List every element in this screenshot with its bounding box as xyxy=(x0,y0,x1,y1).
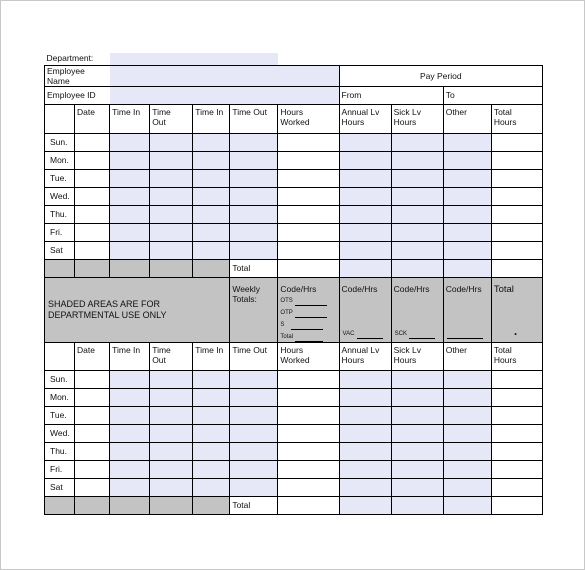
col-date: Date xyxy=(75,342,110,370)
other-code-cell: Code/Hrs xyxy=(443,277,491,342)
col-time-in: Time In xyxy=(110,104,150,133)
col-time-in-2: Time In xyxy=(193,104,230,133)
ots-line[interactable] xyxy=(295,298,327,306)
week1-row-tue xyxy=(45,169,543,187)
week2-row-thu xyxy=(45,442,543,460)
otp-line[interactable] xyxy=(295,310,327,318)
col-time-out: Time Out xyxy=(150,342,193,370)
code-hrs-label: Code/Hrs xyxy=(280,283,317,294)
col-time-out-2: Time Out xyxy=(230,342,278,370)
sick-code-cell: Code/Hrs SCK xyxy=(391,277,443,342)
col-time-out-2: Time Out xyxy=(230,104,278,133)
other-line[interactable] xyxy=(447,331,483,339)
sck-line[interactable] xyxy=(409,331,435,339)
week1-total-label: Total xyxy=(230,259,278,277)
day-label: Tue. xyxy=(45,169,75,187)
col-time-in-2: Time In xyxy=(193,342,230,370)
weekly-hours-code-cell xyxy=(278,277,339,342)
week2-row-fri xyxy=(45,460,543,478)
weekly-summary-row xyxy=(45,277,543,342)
employee-id-label: Employee ID xyxy=(45,86,110,104)
day-label: Thu. xyxy=(45,442,75,460)
day-label: Tue. xyxy=(45,406,75,424)
from-label: From xyxy=(341,90,362,100)
to-field[interactable] xyxy=(443,86,542,104)
department-label: Department: xyxy=(46,53,94,63)
col-hours-worked: Hours Worked xyxy=(278,342,339,370)
employee-name-field[interactable] xyxy=(110,65,339,86)
week2-row-sun xyxy=(45,370,543,388)
annual-code-cell: Code/Hrs VAC xyxy=(339,277,391,342)
week2-total-label: Total xyxy=(230,496,278,514)
week2-row-mon xyxy=(45,388,543,406)
week1-row-fri xyxy=(45,223,543,241)
to-label: To xyxy=(445,90,455,100)
day-label: Mon. xyxy=(45,151,75,169)
total-line[interactable] xyxy=(295,334,323,342)
col-sick-leave: Sick Lv Hours xyxy=(391,342,443,370)
col-date: Date xyxy=(75,104,110,133)
total-code-cell xyxy=(491,277,542,342)
otp-label: OTP xyxy=(280,309,293,316)
day-label: Thu. xyxy=(45,205,75,223)
day-label: Wed. xyxy=(45,187,75,205)
week1-row-wed xyxy=(45,187,543,205)
week1-row-sat xyxy=(45,241,543,259)
week1-row-thu xyxy=(45,205,543,223)
ots-label: OTS xyxy=(280,297,293,304)
weekly-totals-label: Weekly Totals: xyxy=(230,277,278,342)
total-dot: . xyxy=(513,323,518,338)
col-total-hours: Total Hours xyxy=(491,342,542,370)
total-col-label: Total xyxy=(493,283,514,295)
shaded-areas-note: SHADED AREAS ARE FOR DEPARTMENTAL USE ONLY xyxy=(45,277,230,342)
week2-total-row xyxy=(45,496,543,514)
day-label: Sun. xyxy=(45,133,75,151)
col-annual-leave: Annual Lv Hours xyxy=(339,342,391,370)
department-field[interactable] xyxy=(110,53,278,65)
day-label: Mon. xyxy=(45,388,75,406)
s-label: S xyxy=(280,321,285,328)
pay-period-label: Pay Period xyxy=(339,65,542,86)
timesheet-form xyxy=(44,53,543,515)
col-sick-leave: Sick Lv Hours xyxy=(391,104,443,133)
day-label: Sat xyxy=(45,241,75,259)
col-time-out: Time Out xyxy=(150,104,193,133)
week2-row-sat xyxy=(45,478,543,496)
day-label: Sat xyxy=(45,478,75,496)
s-line[interactable] xyxy=(291,322,323,330)
day-label: Sun. xyxy=(45,370,75,388)
week1-row-sun xyxy=(45,133,543,151)
col-other: Other xyxy=(443,104,491,133)
total-small-label: Total xyxy=(280,333,294,340)
day-label: Fri. xyxy=(45,460,75,478)
week1-total-row xyxy=(45,259,543,277)
col-annual-leave: Annual Lv Hours xyxy=(339,104,391,133)
week2-row-tue xyxy=(45,406,543,424)
from-field[interactable] xyxy=(339,86,443,104)
col-other: Other xyxy=(443,342,491,370)
sck-label: SCK xyxy=(394,330,407,337)
week2-row-wed xyxy=(45,424,543,442)
employee-name-label: Employee Name xyxy=(45,65,110,86)
vac-label: VAC xyxy=(342,330,355,337)
day-label: Wed. xyxy=(45,424,75,442)
week1-row-mon xyxy=(45,151,543,169)
col-hours-worked: Hours Worked xyxy=(278,104,339,133)
col-time-in: Time In xyxy=(110,342,150,370)
employee-id-field[interactable] xyxy=(110,86,339,104)
day-label: Fri. xyxy=(45,223,75,241)
vac-line[interactable] xyxy=(357,331,383,339)
col-total-hours: Total Hours xyxy=(491,104,542,133)
timesheet-table xyxy=(44,53,543,515)
